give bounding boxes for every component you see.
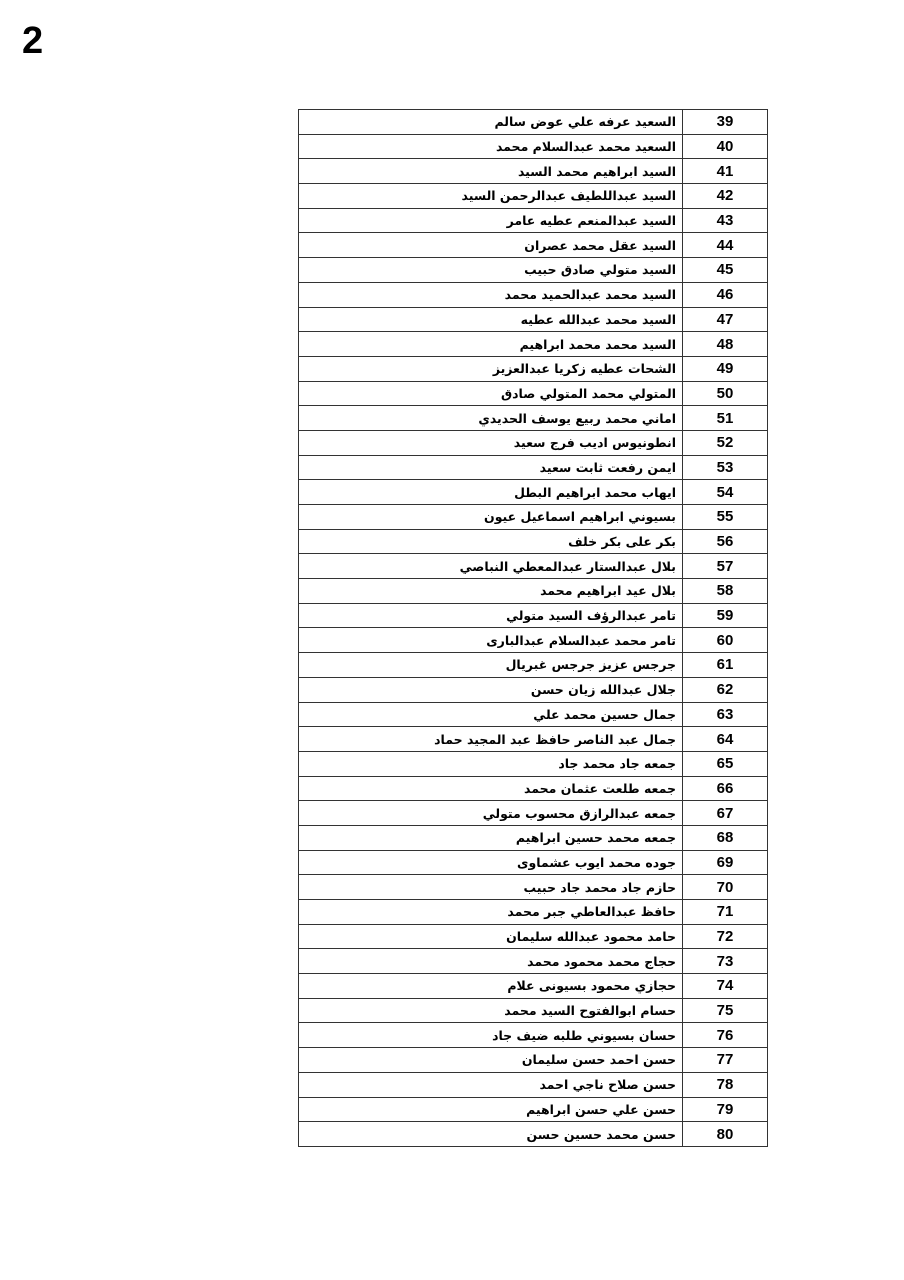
table-row xyxy=(299,850,768,875)
row-name: تامر عبدالرؤف السيد متولي xyxy=(299,603,683,628)
row-number: 39 xyxy=(683,110,768,135)
row-number: 49 xyxy=(683,356,768,381)
row-name: حسن احمد حسن سليمان xyxy=(299,1048,683,1073)
row-number: 72 xyxy=(683,924,768,949)
row-name: السيد متولي صادق حبيب xyxy=(299,258,683,283)
row-number: 47 xyxy=(683,307,768,332)
row-name: جمال عبد الناصر حافظ عبد المجيد حماد xyxy=(299,727,683,752)
row-name: بلال عبدالستار عبدالمعطي النباصي xyxy=(299,554,683,579)
row-number: 57 xyxy=(683,554,768,579)
row-name: بلال عيد ابراهيم محمد xyxy=(299,579,683,604)
row-number: 50 xyxy=(683,381,768,406)
row-name: السيد عبداللطيف عبدالرحمن السيد xyxy=(299,184,683,209)
row-name: جمعه عبدالرازق محسوب متولي xyxy=(299,801,683,826)
row-number: 80 xyxy=(683,1122,768,1147)
table-row xyxy=(299,1023,768,1048)
row-name: حامد محمود عبدالله سليمان xyxy=(299,924,683,949)
row-name: السعيد عرفه علي عوض سالم xyxy=(299,110,683,135)
table-row xyxy=(299,1122,768,1147)
table-row xyxy=(299,801,768,826)
row-name: حجاج محمد محمود محمد xyxy=(299,949,683,974)
table-row xyxy=(299,505,768,530)
row-name: جمال حسين محمد علي xyxy=(299,702,683,727)
row-name: اماني محمد ربيع يوسف الحديدي xyxy=(299,406,683,431)
table-row xyxy=(299,949,768,974)
row-name: ايهاب محمد ابراهيم البطل xyxy=(299,480,683,505)
row-name: السيد عقل محمد عصران xyxy=(299,233,683,258)
row-name: السيد عبدالمنعم عطيه عامر xyxy=(299,208,683,233)
row-name: حسام ابوالفتوح السيد محمد xyxy=(299,998,683,1023)
row-name: حسن صلاح ناجي احمد xyxy=(299,1072,683,1097)
row-number: 61 xyxy=(683,653,768,678)
table-row xyxy=(299,727,768,752)
row-number: 56 xyxy=(683,529,768,554)
table-row xyxy=(299,208,768,233)
row-number: 59 xyxy=(683,603,768,628)
row-number: 67 xyxy=(683,801,768,826)
row-name: حسان بسيوني طلبه ضيف جاد xyxy=(299,1023,683,1048)
row-name: حافظ عبدالعاطي جبر محمد xyxy=(299,900,683,925)
table-row xyxy=(299,1097,768,1122)
row-number: 41 xyxy=(683,159,768,184)
table-row xyxy=(299,702,768,727)
table-row xyxy=(299,282,768,307)
row-name: السعيد محمد عبدالسلام محمد xyxy=(299,134,683,159)
row-number: 58 xyxy=(683,579,768,604)
row-name: السيد محمد عبدالحميد محمد xyxy=(299,282,683,307)
row-number: 77 xyxy=(683,1048,768,1073)
table-row xyxy=(299,974,768,999)
table-row xyxy=(299,406,768,431)
row-number: 64 xyxy=(683,727,768,752)
table-row xyxy=(299,677,768,702)
table-row xyxy=(299,233,768,258)
table-row xyxy=(299,825,768,850)
row-name: بكر على بكر خلف xyxy=(299,529,683,554)
table-row xyxy=(299,924,768,949)
row-name: السيد محمد محمد ابراهيم xyxy=(299,332,683,357)
row-number: 53 xyxy=(683,455,768,480)
row-name: جمعه محمد حسين ابراهيم xyxy=(299,825,683,850)
page-number: 2 xyxy=(22,20,44,62)
row-name: جرجس عزيز جرجس غبريال xyxy=(299,653,683,678)
row-name: جوده محمد ايوب عشماوى xyxy=(299,850,683,875)
row-number: 45 xyxy=(683,258,768,283)
table-row xyxy=(299,751,768,776)
table-row xyxy=(299,258,768,283)
row-number: 51 xyxy=(683,406,768,431)
table-row xyxy=(299,776,768,801)
row-number: 68 xyxy=(683,825,768,850)
table-row xyxy=(299,579,768,604)
row-number: 63 xyxy=(683,702,768,727)
row-name: جمعه جاد محمد جاد xyxy=(299,751,683,776)
table-row xyxy=(299,430,768,455)
row-number: 40 xyxy=(683,134,768,159)
table-row xyxy=(299,875,768,900)
table-row xyxy=(299,1048,768,1073)
table-row xyxy=(299,307,768,332)
row-number: 42 xyxy=(683,184,768,209)
row-name: تامر محمد عبدالسلام عبدالبارى xyxy=(299,628,683,653)
table-row xyxy=(299,110,768,135)
row-name: حسن محمد حسين حسن xyxy=(299,1122,683,1147)
row-number: 70 xyxy=(683,875,768,900)
row-number: 73 xyxy=(683,949,768,974)
table-row xyxy=(299,603,768,628)
row-number: 52 xyxy=(683,430,768,455)
row-number: 62 xyxy=(683,677,768,702)
row-name: السيد محمد عبدالله عطيه xyxy=(299,307,683,332)
row-number: 55 xyxy=(683,505,768,530)
table-row xyxy=(299,332,768,357)
row-name: حازم جاد محمد جاد حبيب xyxy=(299,875,683,900)
row-number: 46 xyxy=(683,282,768,307)
table-row xyxy=(299,134,768,159)
row-number: 65 xyxy=(683,751,768,776)
row-number: 74 xyxy=(683,974,768,999)
row-number: 43 xyxy=(683,208,768,233)
table-row xyxy=(299,184,768,209)
row-number: 71 xyxy=(683,900,768,925)
row-number: 69 xyxy=(683,850,768,875)
table-row xyxy=(299,480,768,505)
row-name: انطونيوس اديب فرج سعيد xyxy=(299,430,683,455)
table-row xyxy=(299,554,768,579)
row-name: المتولي محمد المتولي صادق xyxy=(299,381,683,406)
row-number: 76 xyxy=(683,1023,768,1048)
row-number: 44 xyxy=(683,233,768,258)
table-row xyxy=(299,628,768,653)
row-name: جمعه طلعت عثمان محمد xyxy=(299,776,683,801)
row-name: السيد ابراهيم محمد السيد xyxy=(299,159,683,184)
row-number: 75 xyxy=(683,998,768,1023)
row-number: 66 xyxy=(683,776,768,801)
table-row xyxy=(299,1072,768,1097)
table-row xyxy=(299,529,768,554)
row-name: حجازي محمود بسيونى علام xyxy=(299,974,683,999)
row-name: بسيوني ابراهيم اسماعيل عيون xyxy=(299,505,683,530)
table-row xyxy=(299,356,768,381)
row-name: جلال عبدالله زيان حسن xyxy=(299,677,683,702)
row-name: حسن علي حسن ابراهيم xyxy=(299,1097,683,1122)
table-row xyxy=(299,653,768,678)
table-row xyxy=(299,455,768,480)
row-number: 54 xyxy=(683,480,768,505)
names-table xyxy=(298,109,768,1147)
row-number: 60 xyxy=(683,628,768,653)
table-row xyxy=(299,159,768,184)
table-row xyxy=(299,900,768,925)
row-name: ايمن رفعت ثابت سعيد xyxy=(299,455,683,480)
names-table-body xyxy=(299,110,768,1147)
row-number: 79 xyxy=(683,1097,768,1122)
table-row xyxy=(299,998,768,1023)
row-number: 78 xyxy=(683,1072,768,1097)
table-row xyxy=(299,381,768,406)
row-number: 48 xyxy=(683,332,768,357)
row-name: الشحات عطيه زكريا عبدالعزيز xyxy=(299,356,683,381)
